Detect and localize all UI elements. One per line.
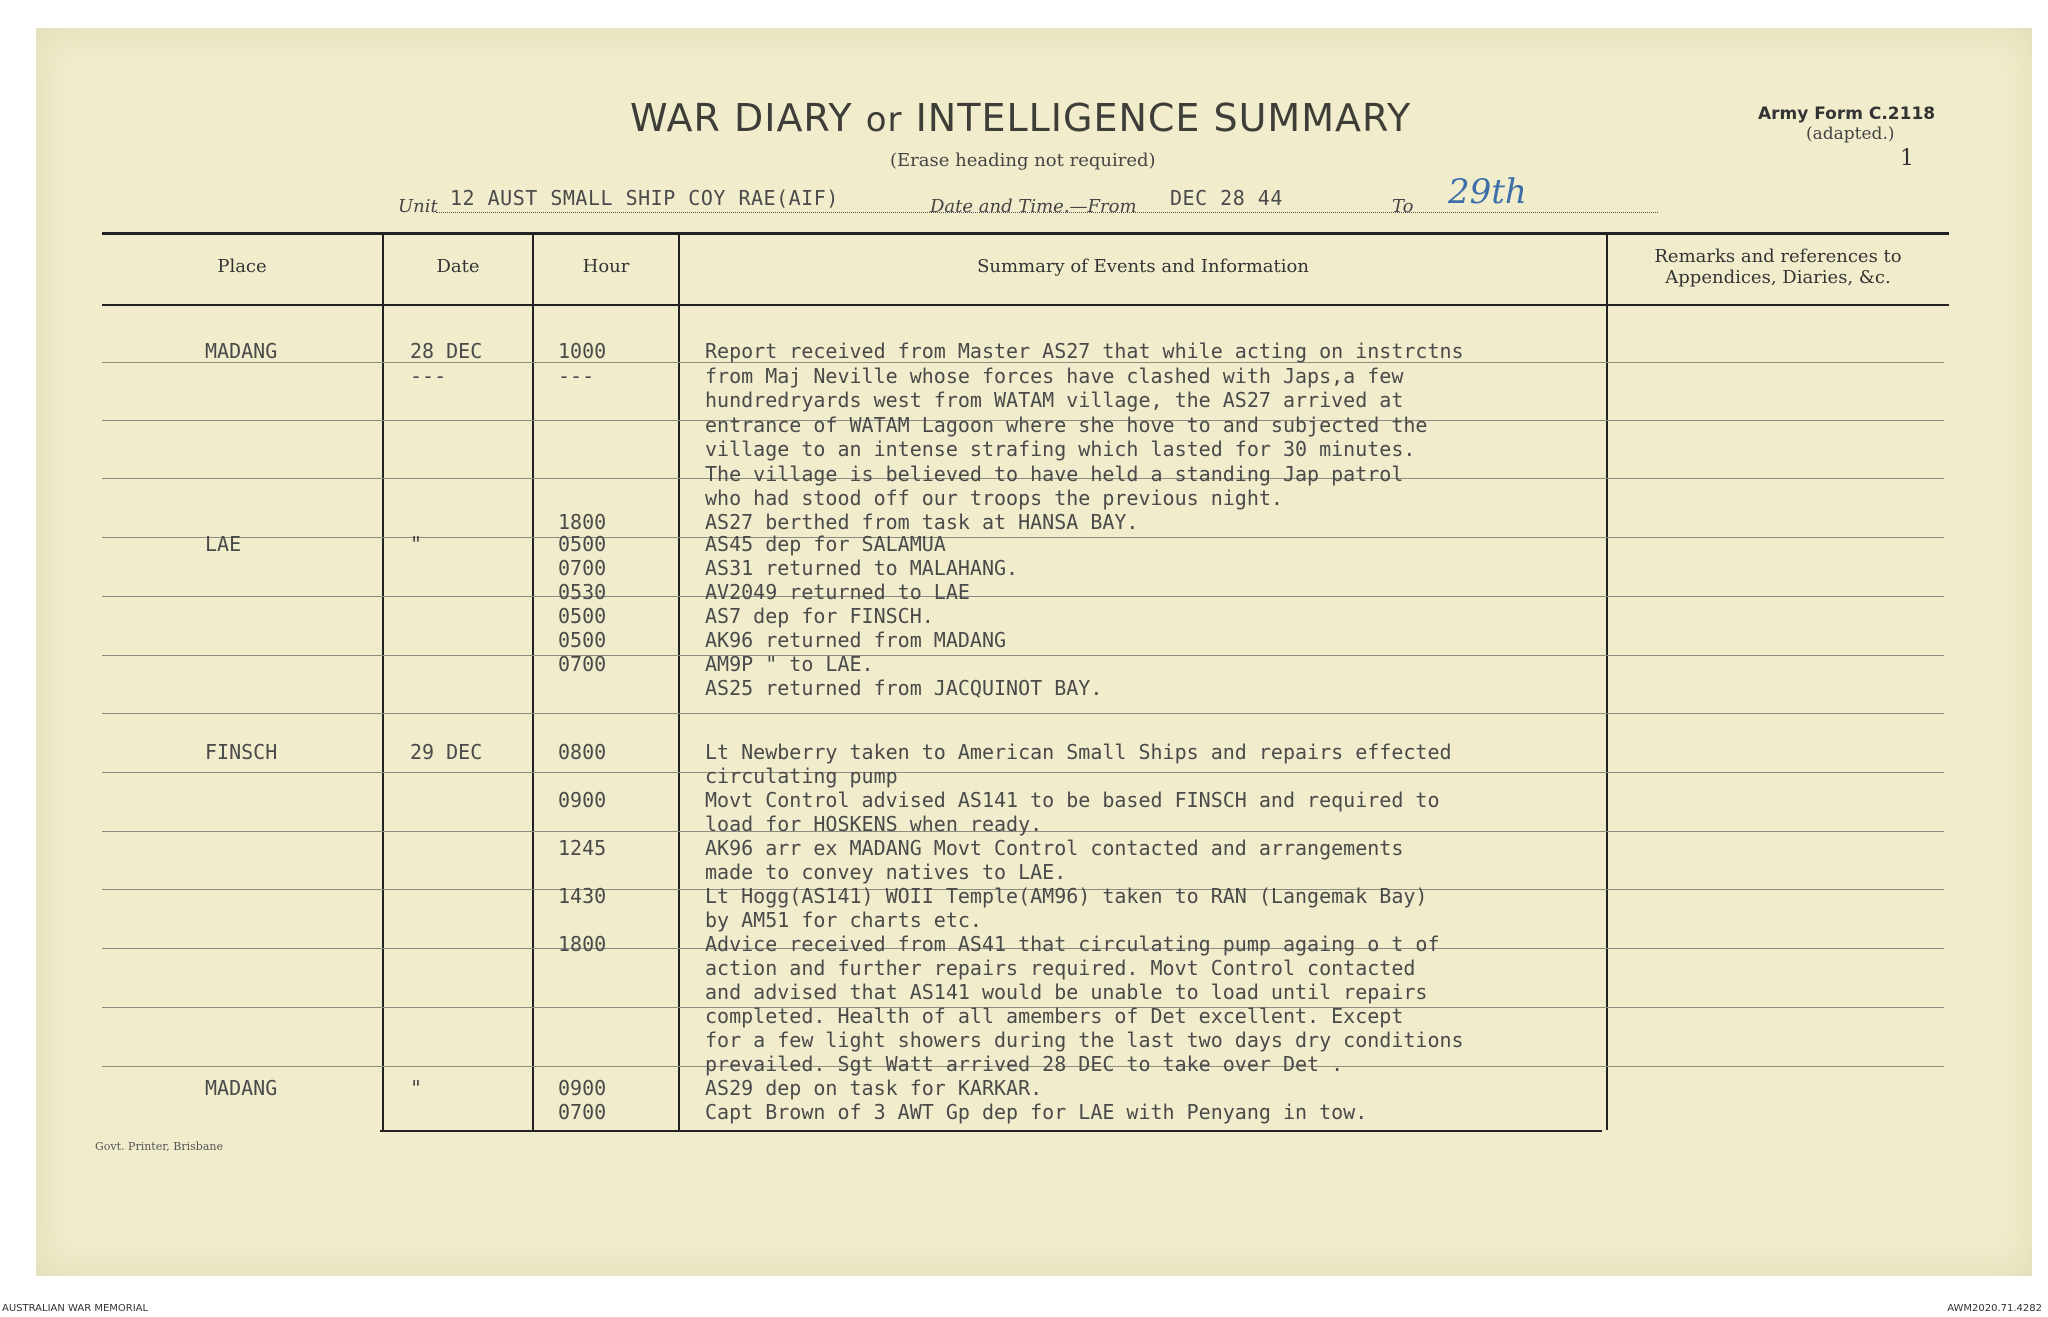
entry-text: from Maj Neville whose forces have clashed with Japs,a few xyxy=(705,364,1404,388)
col-header-hour: Hour xyxy=(582,256,630,277)
entry-text: Lt Hogg(AS141) WOII Temple(AM96) taken to RAN (Langemak Bay) xyxy=(705,884,1428,908)
entry-text: AS7 dep for FINSCH. xyxy=(705,604,934,628)
entry-date: 29 DEC xyxy=(410,740,483,764)
header-bottom-border xyxy=(102,304,1949,306)
remarks-header-line-1: Remarks and references to xyxy=(1654,246,1902,267)
date-to-label: To xyxy=(1392,196,1414,217)
entry-text: AS45 dep for SALAMUA xyxy=(705,532,946,556)
entry-text: entrance of WATAM Lagoon where she hove to and subjected the xyxy=(705,413,1428,437)
entry-hour: 1800 xyxy=(558,932,607,956)
entry-text: for a few light showers during the last two days dry conditions xyxy=(705,1028,1464,1052)
entry-text: AS29 dep on task for KARKAR. xyxy=(705,1076,1043,1100)
ruled-line xyxy=(102,655,1944,656)
entry-text: who had stood off our troops the previous night. xyxy=(705,486,1283,510)
col-header-remarks xyxy=(1608,246,1948,288)
entry-hour: --- xyxy=(558,364,595,388)
entry-text: AV2049 returned to LAE xyxy=(705,580,970,604)
entry-text: circulating pump xyxy=(705,764,898,788)
entry-hour: 0700 xyxy=(558,1100,607,1124)
entry-hour: 1800 xyxy=(558,510,607,534)
entry-hour: 0800 xyxy=(558,740,607,764)
entry-hour: 0900 xyxy=(558,1076,607,1100)
adapted-note: (adapted.) xyxy=(1806,124,1895,144)
date-to-value: 29th xyxy=(1448,172,1527,212)
archive-caption: AUSTRALIAN WAR MEMORIAL xyxy=(2,1303,149,1314)
col-header-summary: Summary of Events and Information xyxy=(977,256,1309,277)
entry-place: FINSCH xyxy=(205,740,278,764)
entry-text: hundredryards west from WATAM village, the AS27 arrived at xyxy=(705,388,1404,412)
entry-hour: 0700 xyxy=(558,652,607,676)
entry-text: AS25 returned from JACQUINOT BAY. xyxy=(705,676,1103,700)
ruled-line xyxy=(102,713,1944,714)
title-intelligence-summary: INTELLIGENCE SUMMARY xyxy=(915,96,1412,140)
unit-value: 12 AUST SMALL SHIP COY RAE(AIF) xyxy=(450,186,839,210)
entry-text: Lt Newberry taken to American Small Ships and repairs effected xyxy=(705,740,1452,764)
date-from-label: Date and Time.—From xyxy=(930,196,1137,217)
entry-hour: 0530 xyxy=(558,580,607,604)
entry-text: Movt Control advised AS141 to be based FINSCH and required to xyxy=(705,788,1440,812)
entry-text: and advised that AS141 would be unable to load until repairs xyxy=(705,980,1428,1004)
entry-text: completed. Health of all amembers of Det excellent. Except xyxy=(705,1004,1404,1028)
entry-hour: 1245 xyxy=(558,836,607,860)
entry-hour: 0900 xyxy=(558,788,607,812)
col-header-place: Place xyxy=(217,256,267,277)
entry-text: AK96 returned from MADANG xyxy=(705,628,1007,652)
entry-text: AK96 arr ex MADANG Movt Control contacted and arrangements xyxy=(705,836,1404,860)
entry-text: village to an intense strafing which lasted for 30 minutes. xyxy=(705,437,1416,461)
entry-place: LAE xyxy=(205,532,242,556)
army-form-number: Army Form C.2118 xyxy=(1758,104,1936,124)
entry-text: The village is believed to have held a standing Jap patrol xyxy=(705,462,1404,486)
entry-text: AM9P " to LAE. xyxy=(705,652,874,676)
entry-place: MADANG xyxy=(205,339,278,363)
col-divider-date-hour xyxy=(532,232,534,1130)
entry-text: Capt Brown of 3 AWT Gp dep for LAE with Penyang in tow. xyxy=(705,1100,1368,1124)
entry-hour: 1430 xyxy=(558,884,607,908)
ruled-line xyxy=(102,596,1944,597)
entry-text: Advice received from AS41 that circulating pump againg o t of xyxy=(705,932,1440,956)
ruled-line xyxy=(102,537,1944,538)
entry-text: AS31 returned to MALAHANG. xyxy=(705,556,1019,580)
entry-place: MADANG xyxy=(205,1076,278,1100)
col-divider-summary-remarks xyxy=(1606,232,1608,1130)
unit-label: Unit xyxy=(398,196,438,217)
col-divider-place-date xyxy=(382,232,384,1130)
date-from-value: DEC 28 44 xyxy=(1170,186,1283,210)
form-title xyxy=(630,96,1411,140)
col-header-date: Date xyxy=(436,256,480,277)
entry-hour: 1000 xyxy=(558,339,607,363)
title-or: or xyxy=(865,100,903,140)
unit-dotted-line xyxy=(436,212,1658,213)
entry-hour: 0500 xyxy=(558,604,607,628)
remarks-header-line-2: Appendices, Diaries, &c. xyxy=(1665,267,1891,288)
entry-text: load for HOSKENS when ready. xyxy=(705,812,1043,836)
entry-text: prevailed. Sgt Watt arrived 28 DEC to take over Det . xyxy=(705,1052,1344,1076)
entry-date: --- xyxy=(410,364,447,388)
entry-date: 28 DEC xyxy=(410,339,483,363)
entry-date: " xyxy=(410,1076,423,1100)
entry-text: AS27 berthed from task at HANSA BAY. xyxy=(705,510,1139,534)
sheet-number: 1 xyxy=(1900,146,1914,171)
title-war-diary: WAR DIARY xyxy=(630,96,853,140)
entry-text: made to convey natives to LAE. xyxy=(705,860,1067,884)
entry-hour: 0700 xyxy=(558,556,607,580)
entry-text: Report received from Master AS27 that while acting on instrctns xyxy=(705,339,1464,363)
table-top-border xyxy=(102,232,1949,235)
col-divider-hour-summary xyxy=(678,232,680,1130)
entry-hour: 0500 xyxy=(558,628,607,652)
entry-hour: 0500 xyxy=(558,532,607,556)
table-bottom-border xyxy=(380,1130,1602,1132)
printer-credit: Govt. Printer, Brisbane xyxy=(95,1140,223,1153)
accession-number: AWM2020.71.4282 xyxy=(1947,1303,2042,1314)
entry-date: " xyxy=(410,532,423,556)
ruled-line xyxy=(102,772,1944,773)
entry-text: action and further repairs required. Movt Control contacted xyxy=(705,956,1416,980)
form-subtitle: (Erase heading not required) xyxy=(890,150,1156,171)
entry-text: by AM51 for charts etc. xyxy=(705,908,982,932)
